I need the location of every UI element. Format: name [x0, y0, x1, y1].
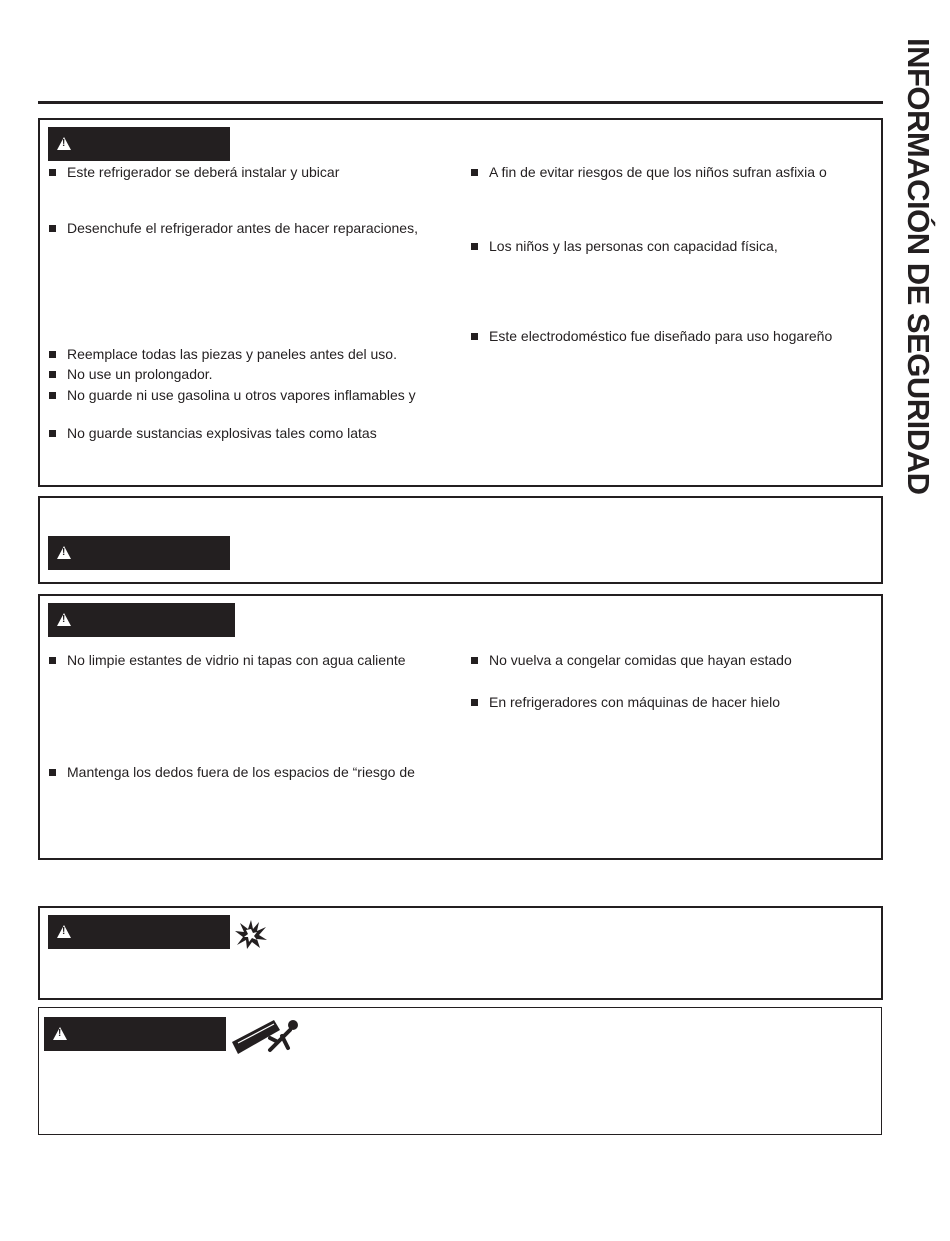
list-item: No limpie estantes de vidrio ni tapas con agua caliente — [67, 652, 406, 668]
side-section-title: INFORMACIÓN DE SEGURIDAD — [901, 38, 936, 495]
warning-triangle-icon — [57, 546, 71, 559]
bullet-icon — [49, 351, 56, 358]
warning-badge — [48, 127, 230, 161]
bullet-icon — [49, 769, 56, 776]
header-rule — [38, 101, 883, 104]
list-item: En refrigeradores con máquinas de hacer hielo — [489, 694, 781, 710]
explosion-icon — [234, 918, 268, 950]
bullet-icon — [49, 371, 56, 378]
warning-triangle-icon — [53, 1027, 67, 1040]
bullet-icon — [471, 169, 478, 176]
bullet-icon — [49, 225, 56, 232]
bullet-icon — [49, 430, 56, 437]
warning-badge — [48, 536, 230, 570]
list-item: Este electrodoméstico fue diseñado para uso hogareño — [489, 328, 833, 344]
bullet-icon — [49, 657, 56, 664]
warning-triangle-icon — [57, 925, 71, 938]
list-item: Reemplace todas las piezas y paneles antes del uso. — [67, 346, 397, 362]
warning-triangle-icon — [57, 137, 71, 150]
list-item: A fin de evitar riesgos de que los niños sufran asfixia o — [489, 164, 827, 180]
bullet-icon — [471, 243, 478, 250]
tip-over-icon — [230, 1014, 302, 1056]
warning-badge — [44, 1017, 226, 1051]
warning-triangle-icon — [57, 613, 71, 626]
list-item: Los niños y las personas con capacidad física, — [489, 238, 778, 254]
list-item: No vuelva a congelar comidas que hayan estado — [489, 652, 792, 668]
bullet-icon — [471, 333, 478, 340]
bullet-icon — [471, 699, 478, 706]
bullet-icon — [471, 657, 478, 664]
warning-badge — [48, 915, 230, 949]
list-item: No guarde ni use gasolina u otros vapores inflamables y — [67, 387, 416, 403]
bullet-icon — [49, 392, 56, 399]
list-item: No guarde sustancias explosivas tales como latas — [67, 425, 377, 441]
bullet-icon — [49, 169, 56, 176]
list-item: Este refrigerador se deberá instalar y ubicar — [67, 164, 340, 180]
list-item: Desenchufe el refrigerador antes de hacer reparaciones, — [67, 220, 418, 236]
list-item: No use un prolongador. — [67, 366, 213, 382]
list-item: Mantenga los dedos fuera de los espacios de “riesgo de — [67, 764, 415, 780]
caution-badge — [48, 603, 235, 637]
